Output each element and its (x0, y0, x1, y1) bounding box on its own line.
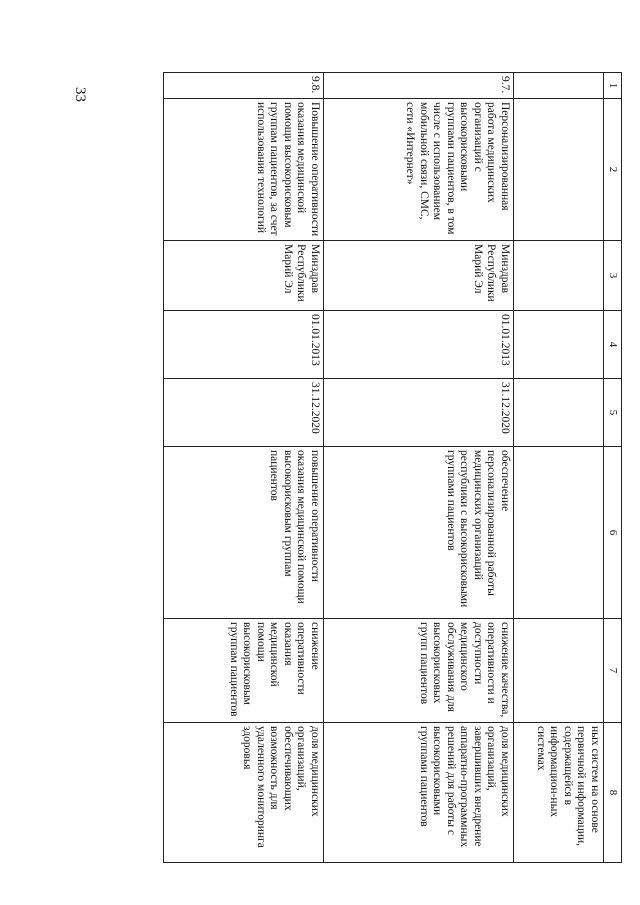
executor: Минздрав Республики Марий Эл (164, 241, 324, 311)
page-number: 33 (72, 87, 88, 102)
header-cell: 7 (604, 619, 622, 723)
header-row (604, 73, 622, 863)
measure-name: Персонализированная работа медицинских организаций с высокорисковыми группами пациентов, в том числе с использованием мобильной связи, СМС, сети «Интернет» (324, 99, 514, 241)
consequences: снижение качества, оперативности и доступности медицинского обслуживания для высокорисковых групп пациентов (324, 619, 514, 723)
executor: Минздрав Республики Марий Эл (324, 241, 514, 311)
measures-table (163, 72, 622, 863)
end-date: 31.12.2020 (164, 379, 324, 447)
expected-result: повышение оперативности оказания медицинской помощи высокорисковым группам пациентов (164, 447, 324, 619)
end-date: 31.12.2020 (324, 379, 514, 447)
carry-over-row (514, 73, 604, 863)
header-cell: 4 (604, 311, 622, 379)
header-cell: 5 (604, 379, 622, 447)
start-date: 01.01.2013 (324, 311, 514, 379)
indicator-cell: ных систем на основе первичной информации, содержащейся в информацион-ных системах (514, 723, 604, 863)
header-cell: 1 (604, 73, 622, 99)
table-row (324, 73, 514, 863)
header-cell: 2 (604, 99, 622, 241)
measure-name: Повышение оперативности оказания медицинской помощи высокорисковым группам пациентов, за счет использования технологий (164, 99, 324, 241)
indicator-cell: доля медицинских организаций, обеспечивающих возможность для удаленного мониторинга здоровья (164, 723, 324, 863)
row-number: 9.7. (324, 73, 514, 99)
expected-result: обеспечение персонализированной работы медицинских организаций республики с высокорисковыми группами пациентов (324, 447, 514, 619)
table-row (164, 73, 324, 863)
document-table-sheet (102, 72, 622, 862)
indicator-cell: доля медицинских организаций, завершивших внедрение аппаратно-программных решений для работы с высокорисковыми группами пациентов (324, 723, 514, 863)
header-cell: 3 (604, 241, 622, 311)
header-cell: 6 (604, 447, 622, 619)
header-cell: 8 (604, 723, 622, 863)
start-date: 01.01.2013 (164, 311, 324, 379)
row-number: 9.8. (164, 73, 324, 99)
consequences: снижение оперативности оказания медицинской помощи высокорисковым группам пациентов (164, 619, 324, 723)
